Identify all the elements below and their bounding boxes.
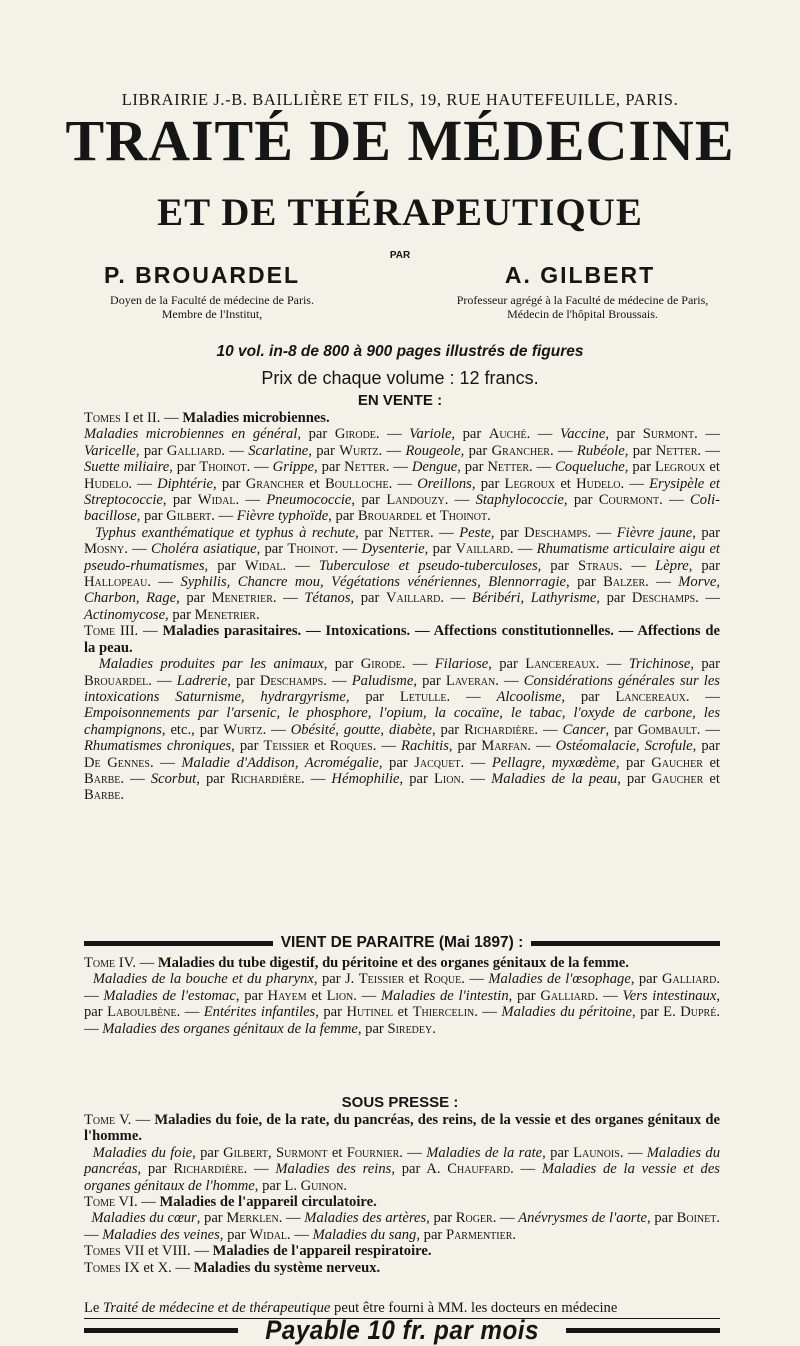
- main-title: TRAITÉ DE MÉDECINE: [65, 108, 735, 173]
- tome-3: Tome III. — Maladies parasitaires. — Intoxications. — Affections constitutionnelles. — Affections de la peau.: [84, 623, 720, 656]
- tome-6: Tome VI. — Maladies de l'appareil circulatoire.: [84, 1194, 377, 1211]
- author-name: A. GILBERT: [504, 262, 656, 288]
- tome-6-content: Maladies du cœur, par Merklen. — Maladies des artères, par Roger. — Anévrysmes de l'aorte, par Boinet. — Maladies des veines, par Widal. — Maladies du sang, par Parmentier.: [84, 1210, 721, 1243]
- author-gilbert: [430, 262, 800, 321]
- en-vente-heading: EN VENTE :: [357, 392, 443, 409]
- par-label: PAR: [389, 250, 411, 261]
- tomes-1-2-content-2: Typhus exanthématique et typhus à rechute, par Netter. — Peste, par Deschamps. — Fièvre jaune, par Mosny. — Choléra asiatique, par Thoinot. — Dysenterie, par Vaillard. — Rhumatisme articulaire aigu et pseudo-rhumatismes, par Widal. — Tuberculose et pseudo-tuberculoses, par Straus. — Lèpre, par Hallopeau. — Syphilis, Chancre mou, Végétations vénériennes, Blennorragie, par Balzer. — Morve, Charbon, Rage, par Menetrier. — Tétanos, par Vaillard. — Béribéri, Lathyrisme, par Deschamps. — Actinomycose, par Menetrier.: [84, 524, 720, 623]
- rule-bar-right: [566, 1328, 720, 1333]
- payable-row: [84, 1314, 720, 1345]
- tomes-1-2: Tomes I et II. — Maladies microbiennes.: [84, 410, 330, 426]
- tome-4-content: Maladies de la bouche et du pharynx, par J. Teissier et Roque. — Maladies de l'œsophage, par Galliard. — Maladies de l'estomac, par Hayem et Lion. — Maladies de l'intestin, par Galliard. — Vers intestinaux, par Laboulbène. — Entérites infantiles, par Hutinel et Thiercelin. — Maladies du péritoine, par E. Dupré. — Maladies des organes génitaux de la femme, par Siredey.: [84, 971, 721, 1037]
- sous-presse-heading: SOUS PRESSE :: [341, 1094, 459, 1111]
- tome-4: Tome IV. — Maladies du tube digestif, du péritoine et des organes génitaux de la femme.: [84, 955, 629, 971]
- tomes-7-8: Tomes VII et VIII. — Maladies de l'appareil respiratoire.: [84, 1243, 432, 1260]
- author-brouardel: [92, 262, 472, 321]
- rule-bar-right: [531, 941, 720, 946]
- tome-3-content: Maladies produites par les animaux, par Girode. — Filariose, par Lancereaux. — Trichinose, par Brouardel. — Ladrerie, par Deschamps. — Paludisme, par Laveran. — Considérations générales sur les intoxications Saturnisme, hydrargyrisme, par Letulle. — Alcoolisme, par Lancereaux. — Empoisonnements par l'arsenic, le phosphore, l'opium, la cocaïne, le tabac, l'oxyde de carbone, les champignons, etc., par Wurtz. — Obésité, goutte, diabète, par Richardière. — Cancer, par Gombault. — Rhumatismes chroniques, par Teissier et Roques. — Rachitis, par Marfan. — Ostéomalacie, Scrofule, par De Gennes. — Maladie d'Addison, Acromégalie, par Jacquet. — Pellagre, myxœdème, par Gaucher et Barbe. — Scorbut, par Richardière. — Hémophilie, par Lion. — Maladies de la peau, par Gaucher et Barbe.: [84, 656, 720, 804]
- section-sous-presse: [84, 1112, 720, 1276]
- author-role: [87, 293, 337, 321]
- tome-5-content: Maladies du foie, par Gilbert, Surmont et Fournier. — Maladies de la rate, par Launois. — Maladies du pancréas, par Richardière. — Maladies des reins, par A. Chauffard. — Maladies de la vessie et des organes génitaux de l'homme, par L. Guinon.: [84, 1144, 720, 1194]
- rule-bar-left: [84, 1328, 238, 1333]
- vient-de-paraitre-label: VIENT DE PARAITRE (Mai 1897) :: [280, 934, 524, 951]
- rule-bar-left: [84, 941, 273, 946]
- volume-info: 10 vol. in-8 de 800 à 900 pages illustrés de figures: [216, 343, 584, 360]
- author-name: P. BROUARDEL: [103, 262, 301, 288]
- author-role: [430, 293, 735, 321]
- tomes-9-10: Tomes IX et X. — Maladies du système nerveux.: [84, 1259, 381, 1276]
- section-en-vente: [84, 410, 720, 804]
- footer-note: Le Traité de médecine et de thérapeutique peut être fourni à MM. les docteurs en médecine: [84, 1300, 720, 1319]
- sub-title: ET DE THÉRAPEUTIQUE: [157, 191, 643, 234]
- vient-de-paraitre-row: [84, 933, 720, 953]
- author-role-line: Professeur agrégé à la Faculté de médecine de Paris,: [456, 293, 709, 307]
- author-role-line: Médecin de l'hôpital Broussais.: [507, 307, 658, 321]
- price-line: Prix de chaque volume : 12 francs.: [261, 368, 539, 388]
- author-role-line: Doyen de la Faculté de médecine de Paris.: [110, 293, 314, 307]
- publisher-line: LIBRAIRIE J.-B. BAILLIÈRE ET FILS, 19, RUE HAUTEFEUILLE, PARIS.: [121, 90, 679, 109]
- payable-label: Payable 10 fr. par mois: [265, 1314, 539, 1345]
- tomes-1-2-content: Maladies microbiennes en général, par Girode. — Variole, par Auché. — Vaccine, par Surmont. — Varicelle, par Galliard. — Scarlatine, par Wurtz. — Rougeole, par Grancher. — Rubéole, par Netter. — Suette miliaire, par Thoinot. — Grippe, par Netter. — Dengue, par Netter. — Coqueluche, par Legroux et Hudelo. — Diphtérie, par Grancher et Boulloche. — Oreillons, par Legroux et Hudelo. — Erysipèle et Streptococcie, par Widal. — Pneumococcie, par Landouzy. — Staphylococcie, par Courmont. — Coli-bacillose, par Gilbert. — Fièvre typhoïde, par Brouardel et Thoinot.: [84, 426, 720, 525]
- section-vient-de-paraitre: [84, 955, 720, 1037]
- author-role-line: Membre de l'Institut,: [161, 307, 263, 321]
- tome-5: Tome V. — Maladies du foie, de la rate, du pancréas, des reins, de la vessie et des organes génitaux de l'homme.: [84, 1112, 720, 1145]
